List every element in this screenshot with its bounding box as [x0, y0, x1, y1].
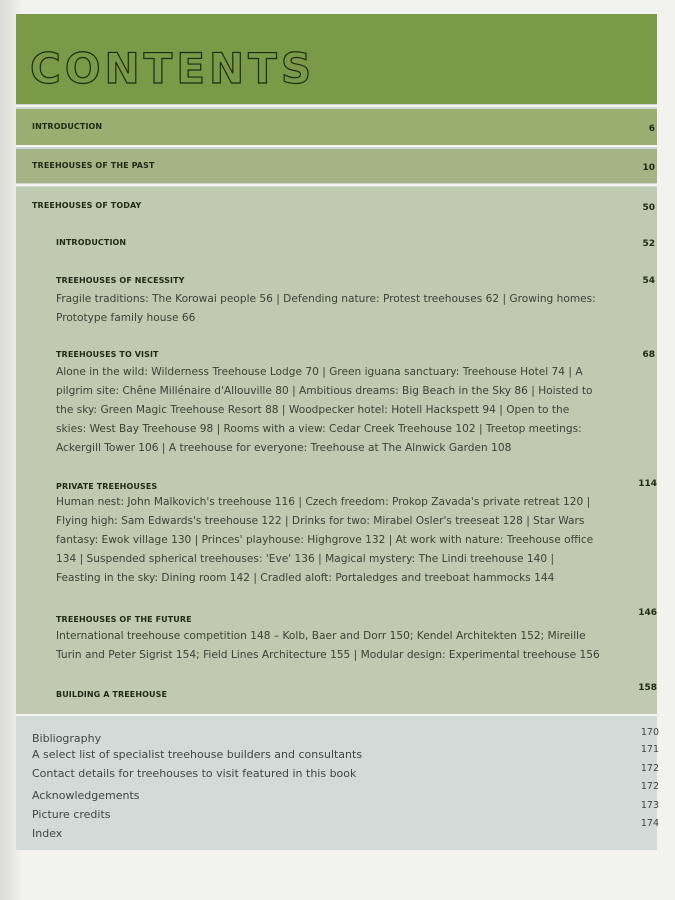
back-matter-page: 170 [640, 727, 659, 738]
entry-band-introduction [16, 109, 657, 145]
contents-header [16, 14, 657, 104]
back-matter-acknowledgements[interactable]: Acknowledgements [32, 789, 140, 802]
toc-page-necessity: 54 [642, 276, 655, 286]
toc-page-introduction: 6 [648, 124, 655, 134]
toc-page-future: 146 [638, 608, 657, 618]
back-matter-page: 173 [640, 800, 659, 811]
back-matter-index[interactable]: Index [32, 827, 63, 840]
toc-page-private: 114 [638, 479, 657, 489]
toc-page-to-visit: 68 [642, 350, 655, 360]
divider [16, 105, 657, 107]
necessity-chapters: Fragile traditions: The Korowai people 56 | Defending nature: Protest treehouses 62 | Growing homes: Prototype family house 66 [56, 293, 596, 324]
divider [16, 184, 657, 186]
back-matter-page: 174 [640, 818, 659, 829]
toc-page-building: 158 [638, 683, 657, 693]
toc-sub-building[interactable]: BUILDING A TREEHOUSE [56, 690, 168, 699]
toc-page-past: 10 [642, 163, 655, 173]
back-matter-picture-credits[interactable]: Picture credits [32, 808, 111, 821]
toc-entry-today[interactable]: TREEHOUSES OF TODAY [32, 201, 142, 210]
toc-page-sub-introduction: 52 [642, 239, 655, 249]
back-matter-page: 172 [640, 781, 659, 792]
toc-sub-necessity[interactable]: TREEHOUSES OF NECESSITY [56, 276, 185, 285]
toc-entry-past[interactable]: TREEHOUSES OF THE PAST [32, 161, 155, 170]
future-chapters: International treehouse competition 148 – Kolb, Baer and Dorr 150; Kendel Architekten 152; Mireille Turin and Peter Sigrist 154; Field Lines Architecture 155 | Modular design: Experimental treehouse 156 [56, 630, 600, 661]
page-title: CONTENTS [30, 44, 316, 93]
divider [16, 145, 657, 147]
toc-sub-introduction[interactable]: INTRODUCTION [56, 238, 127, 247]
toc-sub-private[interactable]: PRIVATE TREEHOUSES [56, 482, 158, 491]
toc-entry-introduction[interactable]: INTRODUCTION [32, 122, 103, 131]
toc-sub-future[interactable]: TREEHOUSES OF THE FUTURE [56, 615, 192, 624]
to-visit-chapters: Alone in the wild: Wilderness Treehouse Lodge 70 | Green iguana sanctuary: Treehouse Hotel 74 | A pilgrim site: Chêne Millénaire d'Allouville 80 | Ambitious dreams: Big Beach in the Sky 86 | Hoisted to the sky: Green Magic Treehouse Resort 88 | Woodpecker hotel: Hotell Hackspett 94 | Open to the skies: West Bay Treehouse 98 | Rooms with a view: Cedar Creek Treehouse 102 | Treetop meetings: Ackergill Tower 106 | A treehouse for everyone: Treehouse at The Alnwick Garden 108 [56, 366, 593, 454]
back-matter-panel [16, 716, 657, 850]
back-matter-contacts[interactable]: Contact details for treehouses to visit featured in this book [32, 767, 357, 780]
private-chapters: Human nest: John Malkovich's treehouse 116 | Czech freedom: Prokop Zavada's private retreat 120 | Flying high: Sam Edwards's treehouse 122 | Drinks for two: Mirabel Osler's treeseat 128 | Star Wars fantasy: Ewok village 130 | Princes' playhouse: Highgrove 132 | At work with nature: Treehouse office 134 | Suspended spherical treehouses: 'Eve' 136 | Magical mystery: The Lindi treehouse 140 | Feasting in the sky: Dining room 142 | Cradled aloft: Portaledges and treeboat hammocks 144 [56, 496, 594, 584]
back-matter-page: 172 [640, 763, 659, 774]
toc-sub-to-visit[interactable]: TREEHOUSES TO VISIT [56, 350, 159, 359]
back-matter-page: 171 [640, 744, 659, 755]
back-matter-builders[interactable]: A select list of specialist treehouse builders and consultants [32, 748, 363, 761]
back-matter-bibliography[interactable]: Bibliography [32, 732, 102, 745]
toc-page-today: 50 [642, 203, 655, 213]
